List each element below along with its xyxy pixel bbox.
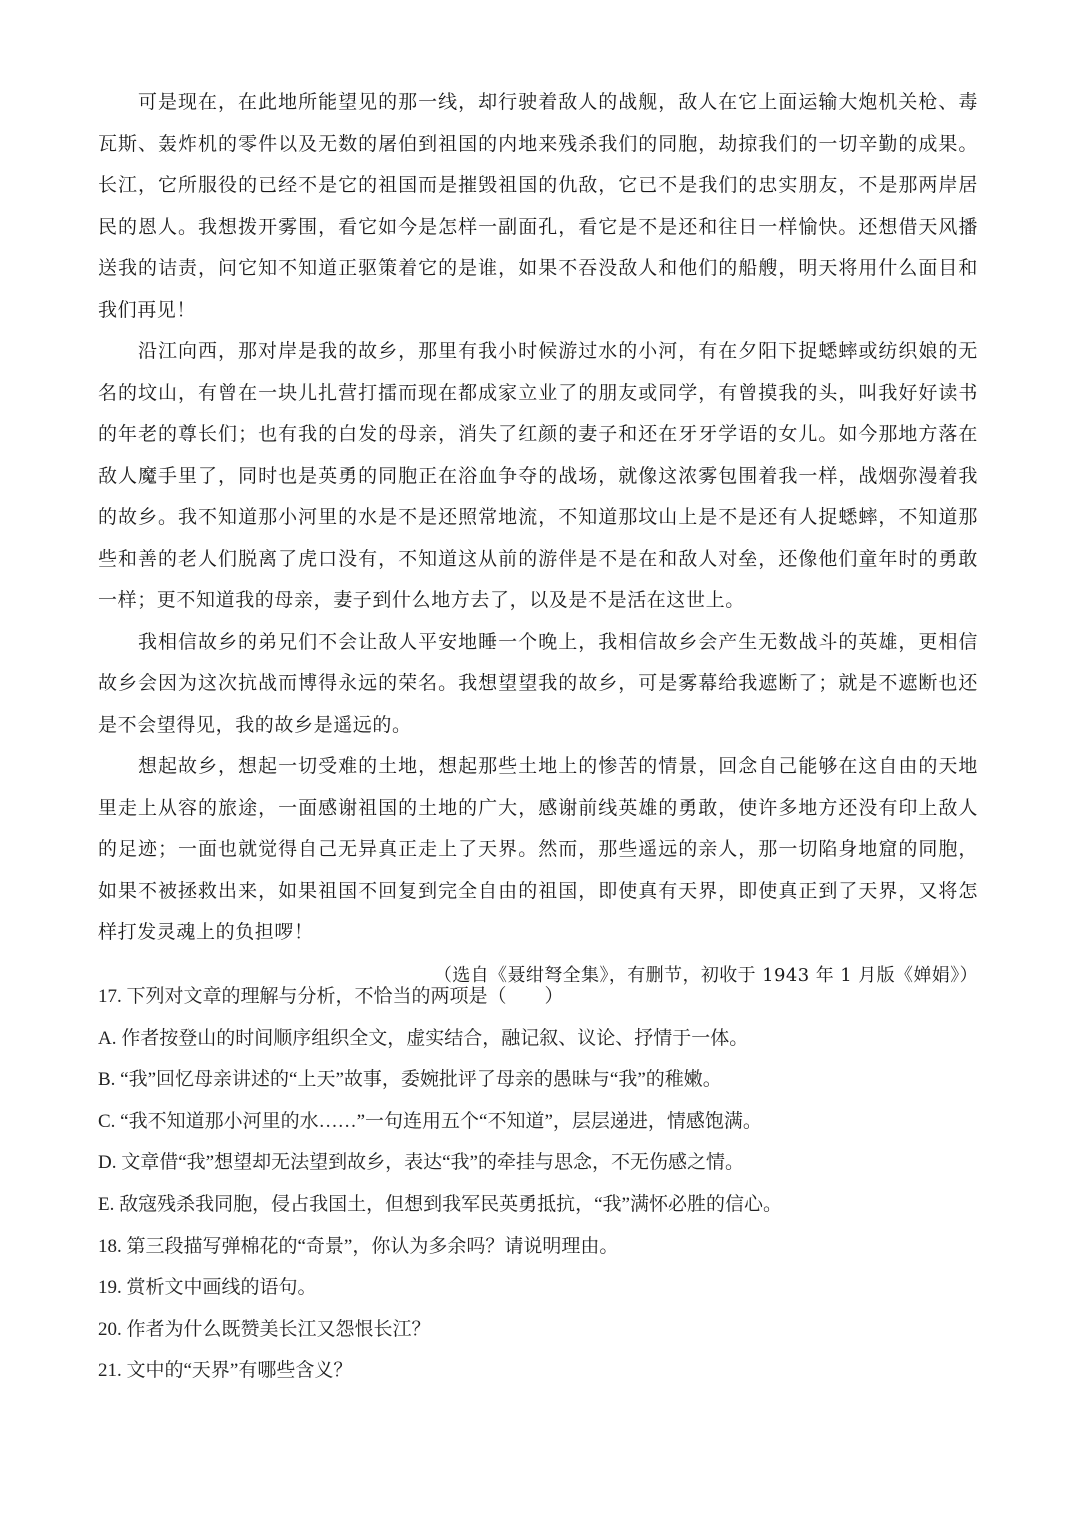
question-17-option-b: B. “我”回忆母亲讲述的“上天”故事，委婉批评了母亲的愚昧与“我”的稚嫩。 xyxy=(98,1069,722,1091)
passage-paragraph-2: 沿江向西，那对岸是我的故乡，那里有我小时候游过水的小河，有在夕阳下捉蟋蟀或纺织娘的无名的坟山，有曾在一块儿扎营打擂而现在都成家立业了的朋友或同学，有曾摸我的头，叫我好好读书的年老的尊长们；也有我的白发的母亲，消失了红颜的妻子和还在牙牙学语的女儿。如今那地方落在敌人魔手里了，同时也是英勇的同胞正在浴血争夺的战场，就像这浓雾包围着我一样，战烟弥漫着我的故乡。我不知道那小河里的水是不是还照常地流，不知道那坟山上是不是还有人捉蟋蟀，不知道那些和善的老人们脱离了虎口没有，不知道这从前的游伴是不是在和敌人对垒，还像他们童年时的勇敢一样；更不知道我的母亲，妻子到什么地方去了，以及是不是活在这世上。 xyxy=(98,340,978,611)
question-18: 18. 第三段描写弹棉花的“奇景”，你认为多余吗？请说明理由。 xyxy=(98,1235,619,1257)
passage-paragraph-3: 我相信故乡的弟兄们不会让敌人平安地睡一个晚上，我相信故乡会产生无数战斗的英雄，更相信故乡会因为这次抗战而博得永远的荣名。我想望望我的故乡，可是雾幕给我遮断了；就是不遮断也还是不会望得见，我的故乡是遥远的。 xyxy=(98,630,978,736)
question-17-option-c: C. “我不知道那小河里的水……”一句连用五个“不知道”，层层递进，情感饱满。 xyxy=(98,1110,762,1132)
question-21: 21. 文中的“天界”有哪些含义？ xyxy=(98,1360,353,1382)
question-17-option-a: A. 作者按登山的时间顺序组织全文，虚实结合，融记叙、议论、抒情于一体。 xyxy=(98,1027,749,1049)
question-17-stem: 17. 下列对文章的理解与分析，不恰当的两项是（ ） xyxy=(98,986,564,1007)
passage-paragraph-1: 可是现在，在此地所能望见的那一线，却行驶着敌人的战舰，敌人在它上面运输大炮机关枪、毒瓦斯、轰炸机的零件以及无数的屠伯到祖国的内地来残杀我们的同胞，劫掠我们的一切辛勤的成果。长江，它所服役的已经不是它的祖国而是摧毁祖国的仇敌，它已不是我们的忠实朋友，不是那两岸居民的恩人。我想拨开雾围，看它如今是怎样一副面孔，看它是不是还和往日一样愉快。还想借天风播送我的诘责，问它知不知道正驱策着它的是谁，如果不吞没敌人和他们的船艘，明天将用什么面目和我们再见！ xyxy=(98,91,978,321)
reading-passage xyxy=(98,82,978,998)
passage-paragraph-4: 想起故乡，想起一切受难的土地，想起那些土地上的惨苦的情景，回念自己能够在这自由的天地里走上从容的旅途，一面感谢祖国的土地的广大，感谢前线英雄的勇敢，使许多地方还没有印上敌人的足迹；一面也就觉得自己无异真正走上了天界。然而，那些遥远的亲人，那一切陷身地窟的同胞，如果不被拯救出来，如果祖国不回复到完全自由的祖国，即使真有天界，即使真正到了天界，又将怎样打发灵魂上的负担啰！ xyxy=(98,755,978,943)
question-17-option-e: E. 敌寇残杀我同胞，侵占我国土，但想到我军民英勇抵抗，“我”满怀必胜的信心。 xyxy=(98,1193,782,1215)
question-section xyxy=(98,976,978,1392)
question-19: 19. 赏析文中画线的语句。 xyxy=(98,1277,317,1299)
question-20: 20. 作者为什么既赞美长江又怨恨长江？ xyxy=(98,1318,431,1340)
question-17-option-d: D. 文章借“我”想望却无法望到故乡，表达“我”的牵挂与思念，不无伤感之情。 xyxy=(98,1152,744,1174)
passage-source-citation: （选自《聂绀弩全集》，有删节，初收于 1943 年 1 月版《婵娟》） xyxy=(433,964,978,986)
